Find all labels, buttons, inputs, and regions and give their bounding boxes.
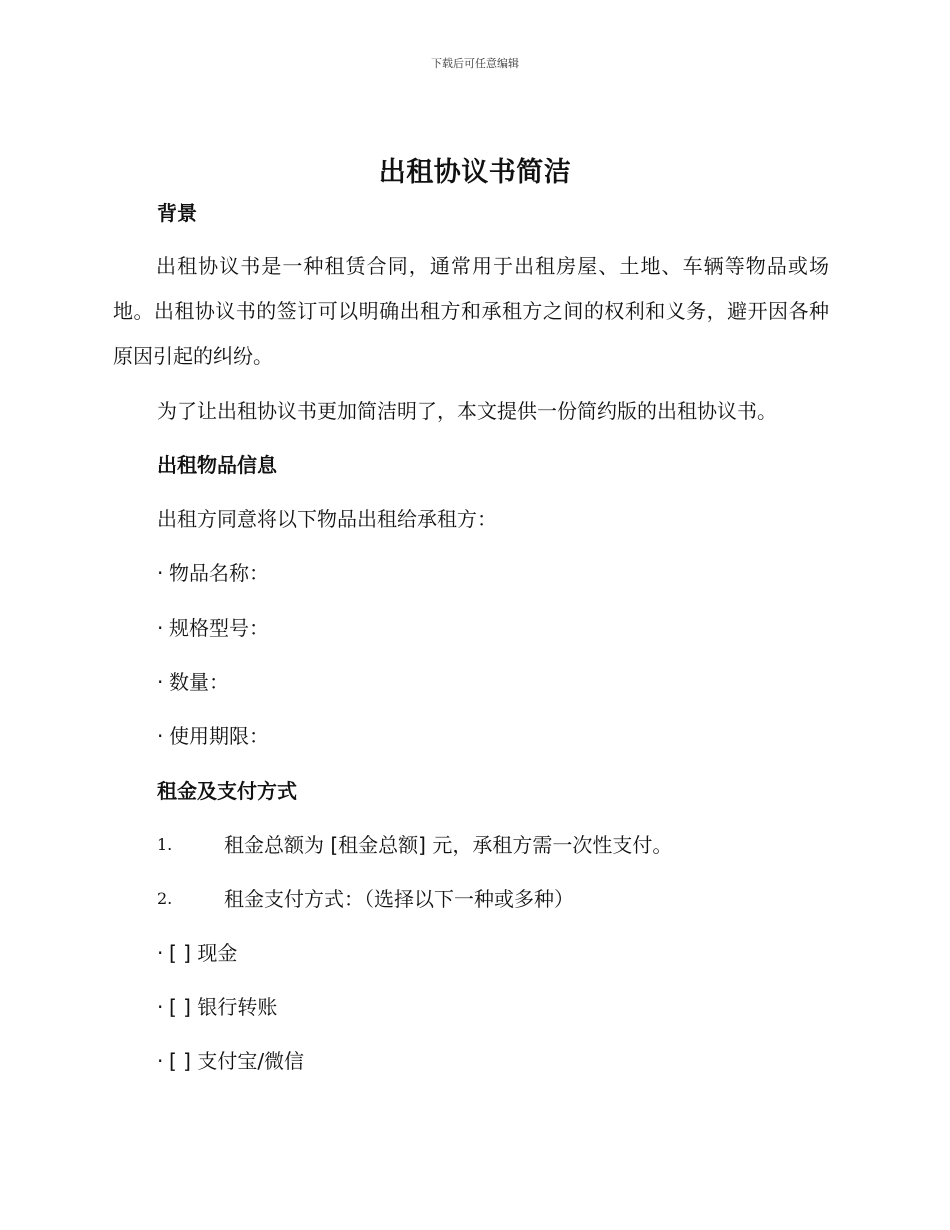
section-heading-rent: 租金及支付方式 [157, 779, 297, 803]
bullet-icon: · [157, 995, 164, 1019]
section-heading-background: 背景 [157, 201, 197, 225]
payment-option [157, 993, 277, 1021]
items-intro: 出租方同意将以下物品出租给承租方： [157, 507, 497, 531]
list-item [157, 614, 269, 642]
numbered-item-number: 2. [157, 889, 173, 908]
payment-option-label: [ ] 支付宝/微信 [169, 1049, 305, 1073]
payment-option [157, 1047, 304, 1075]
background-paragraph-2: 为了让出租协议书更加简洁明了，本文提供一份简约版的出租协议书。 [157, 399, 777, 423]
bullet-icon: · [157, 724, 164, 748]
background-paragraph-1: 出租协议书是一种租赁合同，通常用于出租房屋、土地、车辆等物品或场地。出租协议书的签订可以明确出租方和承租方之间的权利和义务，避开因各种原因引起的纠纷。 [113, 254, 829, 368]
numbered-item-text: 租金支付方式：（选择以下一种或多种） [224, 887, 574, 911]
list-item [157, 668, 229, 696]
numbered-item-number: 1. [157, 835, 173, 854]
section-heading-items: 出租物品信息 [157, 453, 277, 477]
bullet-icon: · [157, 561, 164, 585]
list-item-label: 物品名称： [169, 561, 269, 585]
header-note: 下载后可任意编辑 [431, 57, 519, 70]
list-item-label: 使用期限： [169, 724, 269, 748]
bullet-icon: · [157, 616, 164, 640]
bullet-icon: · [157, 1049, 164, 1073]
document-title: 出租协议书简洁 [378, 157, 572, 188]
numbered-item-text: 租金总额为 [租金总额] 元，承租方需一次性支付。 [224, 833, 673, 857]
payment-option-label: [ ] 银行转账 [169, 995, 278, 1019]
list-item-label: 规格型号： [169, 616, 269, 640]
list-item [157, 722, 269, 750]
bullet-icon: · [157, 670, 164, 694]
payment-option-label: [ ] 现金 [169, 941, 238, 965]
bullet-icon: · [157, 941, 164, 965]
list-item-label: 数量： [169, 670, 229, 694]
payment-option [157, 939, 237, 967]
list-item [157, 559, 269, 587]
